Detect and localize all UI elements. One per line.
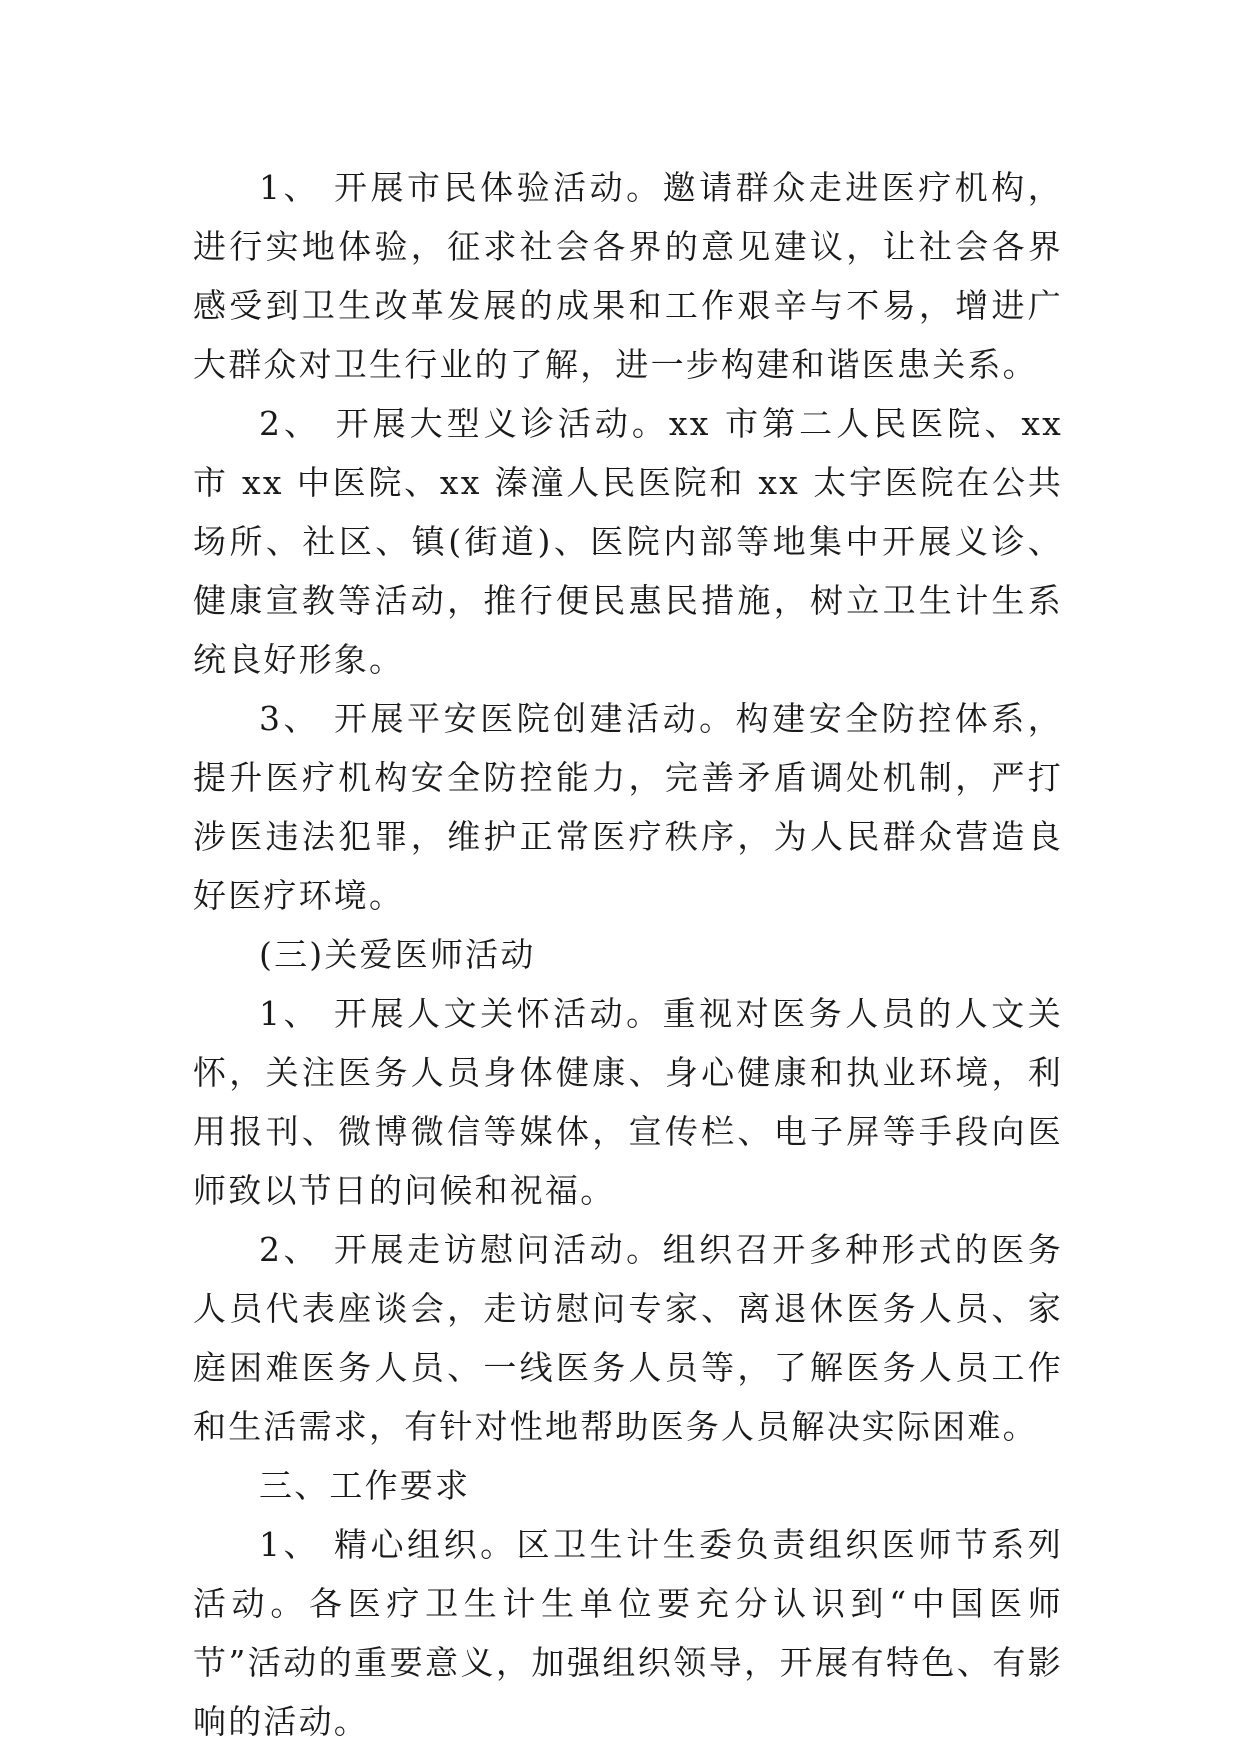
paragraph-free-clinic: 2、 开展大型义诊活动。xx 市第二人民医院、xx 市 xx 中医院、xx 溱潼人民医院和 xx 太宇医院在公共场所、社区、镇(街道)、医院内部等地集中开展义诊、健康宣教等活动，推行便民惠民措施，树立卫生计生系统良好形象。 (193, 404, 1063, 679)
section-heading-care-for-doctors: (三)关爱医师活动 (259, 935, 536, 974)
paragraph-humanistic-care: 1、 开展人文关怀活动。重视对医务人员的人文关怀，关注医务人员身体健康、身心健康和执业环境，利用报刊、微博微信等媒体，宣传栏、电子屏等手段向医师致以节日的问候和祝福。 (193, 994, 1063, 1210)
paragraph-visit-condolence: 2、 开展走访慰问活动。组织召开多种形式的医务人员代表座谈会，走访慰问专家、离退休医务人员、家庭困难医务人员、一线医务人员等，了解医务人员工作和生活需求，有针对性地帮助医务人员解决实际困难。 (193, 1230, 1063, 1446)
paragraph-citizen-experience: 1、 开展市民体验活动。邀请群众走进医疗机构，进行实地体验，征求社会各界的意见建议，让社会各界感受到卫生改革发展的成果和工作艰辛与不易，增进广大群众对卫生行业的了解，进一步构建和谐医患关系。 (193, 168, 1063, 384)
section-heading-work-requirements: 三、工作要求 (259, 1466, 471, 1505)
paragraph-safe-hospital: 3、 开展平安医院创建活动。构建安全防控体系，提升医疗机构安全防控能力，完善矛盾调处机制，严打涉医违法犯罪，维护正常医疗秩序，为人民群众营造良好医疗环境。 (193, 699, 1063, 915)
document-body (193, 158, 1063, 1751)
paragraph-careful-organization: 1、 精心组织。区卫生计生委负责组织医师节系列活动。各医疗卫生计生单位要充分认识到“中国医师节”活动的重要意义，加强组织领导，开展有特色、有影响的活动。 (193, 1525, 1063, 1741)
